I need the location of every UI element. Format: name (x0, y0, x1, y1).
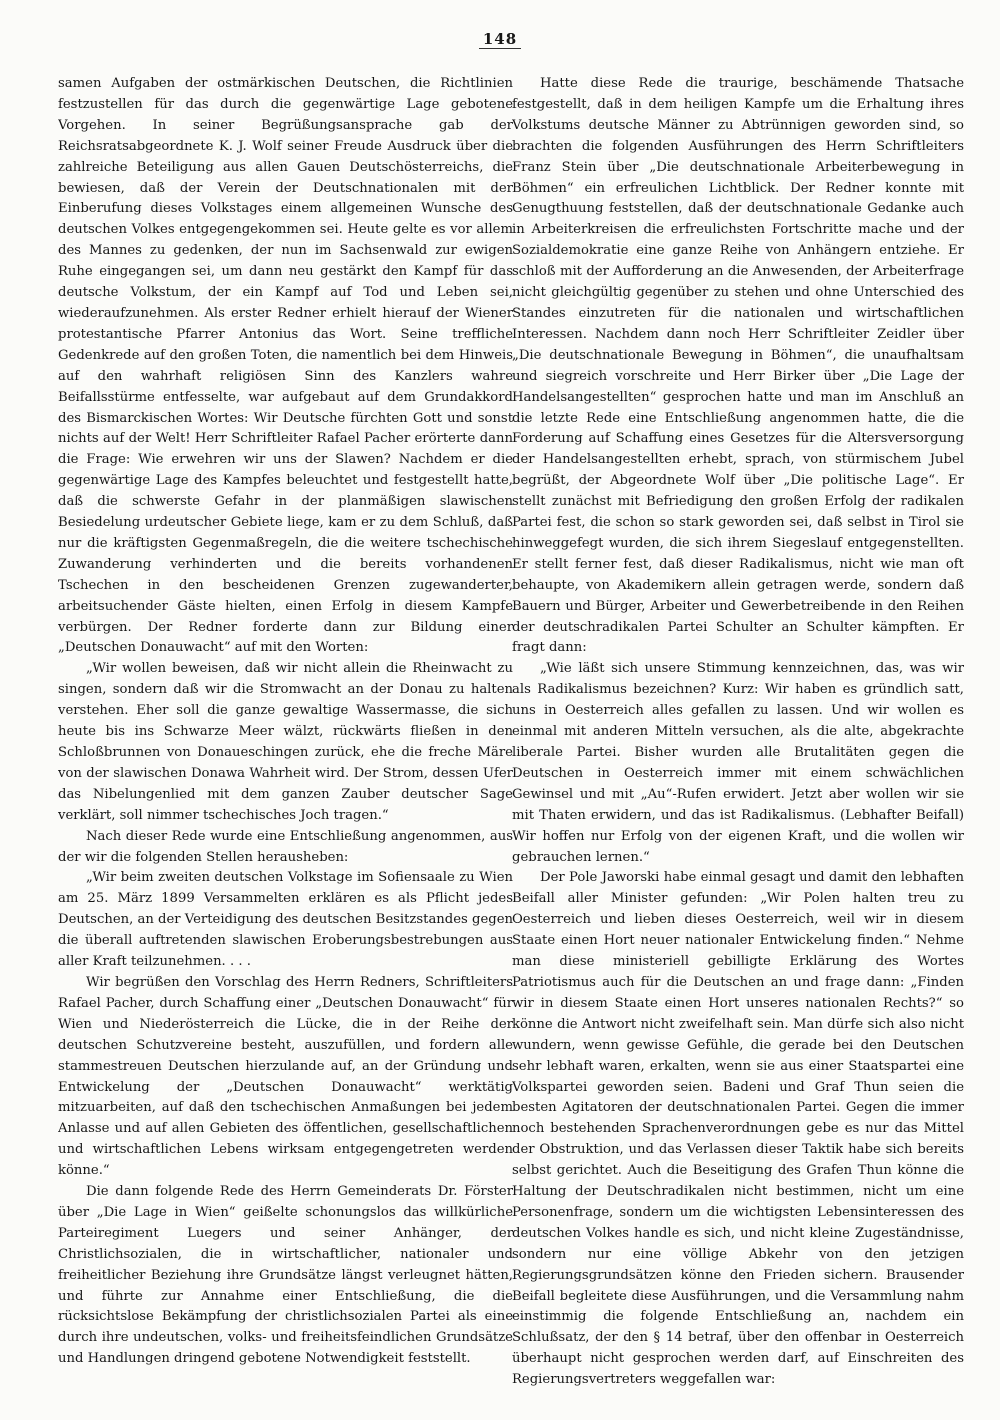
paragraph: Hatte diese Rede die traurige, beschämende Thatsache festgestellt, daß in dem heiligen Kampfe um die Erhaltung ihres Volkstums deutsche Männer zu Abtrünnigen geworden sind, so brachten die folgenden Ausführungen des Herrn Schriftleiters Franz Stein über „Die deutschnationale Arbeiterbewegung in Böhmen“ ein erfreulichen Lichtblick. Der Redner konnte mit Genugthuung feststellen, daß der deutschnationale Gedanke auch in Arbeiterkreisen die erfreulichsten Fortschritte mache und der Sozialdemokratie eine ganze Reihe von Anhängern entziehe. Er schloß mit der Aufforderung an die Anwesenden, der Arbeiterfrage nicht gleichgültig gegenüber zu stehen und ohne Unterschied des Standes einzutreten für die nationalen und wirtschaftlichen Interessen. Nachdem dann noch Herr Schriftleiter Zeidler über „Die deutschnationale Bewegung in Böhmen“, die unaufhaltsam und siegreich vorschreite und Herr Birker über „Die Lage der Handelsangestellten“ gesprochen hatte und man im Anschluß an die letzte Rede eine Entschließung angenommen hatte, die die Forderung auf Schaffung eines Gesetzes für die Altersversorgung der Handelsangestellten erhebt, sprach, von stürmischem Jubel begrüßt, der Abgeordnete Wolf über „Die politische Lage“. Er stellt zunächst mit Befriedigung den großen Erfolg der radikalen Partei fest, die schon so stark geworden sei, daß selbst in Tirol sie hinweggefegt wurden, die sich ihrem Siegeslauf entgegenstellten. Er stellt ferner fest, daß dieser Radikalismus, nicht wie man oft behaupte, von Akademikern allein getragen werde, sondern daß Bauern und Bürger, Arbeiter und Gewerbetreibende in den Reihen der deutschradikalen Partei Schulter an Schulter kämpften. Er fragt dann: (512, 76, 964, 656)
quote-paragraph: „Wir beim zweiten deutschen Volkstage im Sofiensaale zu Wien am 25. März 1899 Versammelten erklären es als Pflicht jedes Deutschen, an der Verteidigung des deutschen Besitzstandes gegen die überall auftretenden slawischen Eroberungsbestrebungen aus aller Kraft teilzunehmen. . . . (58, 870, 513, 970)
right-column (512, 74, 964, 1404)
paragraph: Die dann folgende Rede des Herrn Gemeinderats Dr. Förster über „Die Lage in Wien“ geißelte schonungslos das willkürliche Parteiregiment Luegers und seiner Anhänger, der Christlichsozialen, die in wirtschaftlicher, nationaler und freiheitlicher Beziehung ihre Grundsätze längst verleugnet hätten, und führte zur Annahme einer Entschließung, die die rücksichtslose Bekämpfung der christlichsozialen Partei als eine durch ihre undeutschen, volks- und freiheitsfeindlichen Grundsätze und Handlungen dringend gebotene Notwendigkeit feststellt. (58, 1184, 513, 1367)
left-column (58, 74, 513, 1404)
paragraph: Nach dieser Rede wurde eine Entschließung angenommen, aus der wir die folgenden Stellen herausheben: (58, 828, 513, 865)
paragraph: samen Aufgaben der ostmärkischen Deutschen, die Richtlinien festzustellen für das durch die gegenwärtige Lage gebotene Vorgehen. In seiner Begrüßungsansprache gab der Reichsratsabgeordnete K. J. Wolf seiner Freude Ausdruck über die zahlreiche Beteiligung aus allen Gauen Deutschösterreichs, die bewiesen, daß der Verein der Deutschnationalen mit der Einberufung dieses Volkstages einem allgemeinen Wunsche des deutschen Volkes entgegengekommen sei. Heute gelte es vor allem des Mannes zu gedenken, der nun im Sachsenwald zur ewigen Ruhe eingegangen sei, um dann neu gestärkt den Kampf für das deutsche Volkstum, der ein Kampf auf Tod und Leben sei, wiederaufzunehmen. Als erster Redner erhielt hierauf der Wiener protestantische Pfarrer Antonius das Wort. Seine treffliche Gedenkrede auf den großen Toten, die namentlich bei dem Hinweis auf den wahrhaft religiösen Sinn des Kanzlers wahre Beifallsstürme entfesselte, war aufgebaut auf dem Grundakkord des Bismarckischen Wortes: Wir Deutsche fürchten Gott und sonst nichts auf der Welt! Herr Schriftleiter Rafael Pacher erörterte dann die Frage: Wie erwehren wir uns der Slawen? Nachdem er die gegenwärtige Lage des Kampfes beleuchtet und festgestellt hatte, daß die schwerste Gefahr in der planmäßigen slawischen Besiedelung urdeutscher Gebiete liege, kam er zu dem Schluß, daß nur die kräftigsten Gegenmaßregeln, die die weitere tschechische Zuwanderung verhinderten und die bereits vorhandenen Tschechen in den bescheidenen Grenzen zugewanderter, arbeitsuchender Gäste hielten, einen Erfolg in diesem Kampfe verbürgen. Der Redner forderte dann zur Bildung einer „Deutschen Donauwacht“ auf mit den Worten: (58, 76, 513, 656)
quote-paragraph: „Wie läßt sich unsere Stimmung kennzeichnen, das, was wir als Radikalismus bezeichnen? Kurz: Wir haben es gründlich satt, uns in Oesterreich alles gefallen zu lassen. Und wir wollen es einmal mit anderen Mitteln versuchen, als die alte, abgekrachte liberale Partei. Bisher wurden alle Brutalitäten gegen die Deutschen in Oesterreich immer mit einem schwächlichen Gewinsel und mit „Au“-Rufen erwidert. Jetzt aber wollen wir sie mit Thaten erwidern, und das ist Radikalismus. (Lebhafter Beifall) Wir hoffen nur Erfolg von der eigenen Kraft, und die wollen wir gebrauchen lernen.“ (512, 661, 964, 865)
paragraph: Wir begrüßen den Vorschlag des Herrn Redners, Schriftleiters Rafael Pacher, durch Schaffung einer „Deutschen Donauwacht“ für Wien und Niederösterreich die Lücke, die in der Reihe der deutschen Schutzvereine besteht, auszufüllen, und fordern alle stammestreuen Deutschen hierzulande auf, an der Gründung und Entwickelung der „Deutschen Donauwacht“ werktätig mitzuarbeiten, auf daß den tschechischen Anmaßungen bei jedem Anlasse und auf allen Gebieten des öffentlichen, gesellschaftlichen und wirtschaftlichen Lebens wirksam entgegengetreten werden könne.“ (58, 974, 513, 1179)
page-number: 148 (0, 30, 1000, 48)
quote-paragraph: „Wir wollen beweisen, daß wir nicht allein die Rheinwacht zu singen, sondern daß wir die Stromwacht an der Donau zu halten verstehen. Eher soll die ganze gewaltige Wassermasse, die sich heute bis ins Schwarze Meer wälzt, rückwärts fließen in den Schloßbrunnen von Donaueschingen zurück, ehe die freche Märe von der slawischen Donawa Wahrheit wird. Der Strom, dessen Ufer das Nibelungenlied mit dem ganzen Zauber deutscher Sage verklärt, soll nimmer tschechisches Joch tragen.“ (58, 661, 513, 823)
paragraph: Der Pole Jaworski habe einmal gesagt und damit den lebhaften Beifall aller Minister gefunden: „Wir Polen halten treu zu Oesterreich und lieben dieses Oesterreich, weil wir in diesem Staate einen Hort neuer nationaler Entwickelung finden.“ Nehme man diese ministeriell gebilligte Erklärung des Wortes Patriotismus auch für die Deutschen an und frage dann: „Finden wir in diesem Staate einen Hort unseres nationalen Rechts?“ so könne die Antwort nicht zweifelhaft sein. Man dürfe sich also nicht wundern, wenn gewisse Gefühle, die gerade bei den Deutschen sehr lebhaft waren, erkalten, wenn sie aus einer Staatspartei eine Volkspartei geworden seien. Badeni und Graf Thun seien die besten Agitatoren der deutschnationalen Partei. Gegen die immer noch bestehenden Sprachenverordnungen gebe es nur das Mittel der Obstruktion, und das Verlassen dieser Taktik habe sich bereits selbst gerichtet. Auch die Beseitigung des Grafen Thun könne die Haltung der Deutschradikalen nicht bestimmen, nicht um eine Personenfrage, sondern um die wichtigsten Lebensinteressen des deutschen Volkes handle es sich, und nicht kleine Zugeständnisse, sondern nur eine völlige Abkehr von den jetzigen Regierungsgrundsätzen könne den Frieden sichern. Brausender Beifall begleitete diese Ausführungen, und die Versammlung nahm einstimmig die folgende Entschließung an, nachdem ein Schlußsatz, der den § 14 betraf, über den offenbar in Oesterreich überhaupt nicht gesprochen werden darf, auf Einschreiten des Regierungsvertreters weggefallen war: (512, 870, 964, 1388)
